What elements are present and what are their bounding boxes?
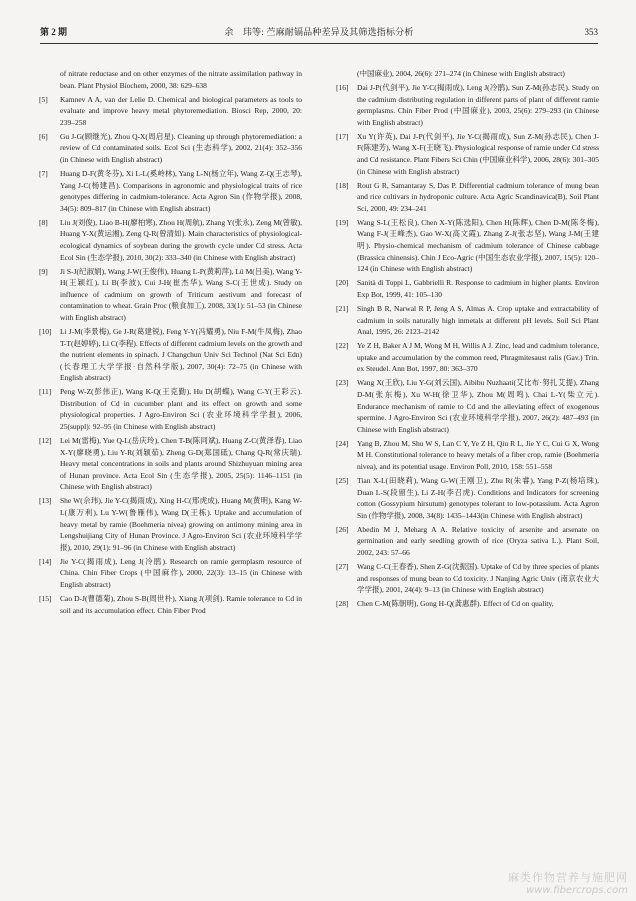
reference-entry: [336, 217, 599, 275]
reference-entry: [39, 495, 302, 553]
reference-text: Singh B R, Narwal R P, Jeng A S, Almas A. Crop uptake and extractability of cadmium in soils naturally high inmetals at different pH levels. Soil Sci Plant Anal, 1995, 26: 2123–2142: [357, 303, 599, 337]
reference-text: Ji S-J(纪淑娟), Wang J-W(王俊伟), Huang L-P(黄莉萍), Lü M(吕美), Wang Y-H(王颖红), Li B(李波), Cui J-H(崔杰华), Wang S-C(王世成). Study on influence of cadmium on growth of Triticum aestivum and forecast of contamination to wheat. Grain Proc (粮食加工), 2008, 33(1): 51–53 (in Chinese with English abstract): [60, 266, 302, 322]
reference-number: [17]: [336, 131, 349, 141]
reference-text: Yang B, Zhou M, Shu W S, Lan C Y, Ye Z H, Qiu R L, Jie Y C, Cui G X, Wong M H. Constitutional tolerance to heavy metals of a fiber crop, ramie (Boehmeria nivea), and its potential usage. Environ Poll, 2010, 158: 551–558: [357, 438, 599, 471]
issue-label: 第 2 期: [40, 27, 68, 37]
reference-entry: [39, 386, 302, 432]
reference-number: [14]: [39, 556, 52, 566]
reference-entry: [39, 556, 302, 591]
reference-number: [23]: [336, 378, 349, 388]
right-reference-column: [336, 68, 599, 612]
reference-number: [20]: [336, 278, 349, 288]
reference-number: [11]: [39, 387, 52, 397]
reference-text: She W(佘玮), Jie Y-C(揭雨成), Xing H-C(邢虎成), Huang M(黄明), Kang W-L(康万利), Lu Y-W(鲁雁伟), Wang D(王栋). Uptake and accumulation of heavy metal by ramie (Boehmeria nivea) growing on antimony mining area in Lengshuijiang City of Hunan Province. J Agro-Environ Sci (农业环境科学学报), 2010, 29(1): 91–96 (in Chinese with English abstract): [60, 496, 302, 552]
reference-entry: [336, 82, 599, 128]
reference-entry: [336, 340, 599, 375]
reference-number: [19]: [336, 217, 349, 227]
reference-number: [18]: [336, 180, 349, 190]
reference-entry: [39, 266, 302, 324]
watermark-chinese: 麻类作物营养与施肥网: [508, 871, 628, 884]
page-number: 353: [584, 27, 598, 37]
reference-number: [21]: [336, 303, 349, 313]
left-reference-column: [39, 68, 302, 619]
reference-text: Chen C-M(陈朝明), Gong H-Q(龚惠群). Effect of Cd on quality,: [357, 599, 554, 609]
reference-number: [26]: [336, 524, 349, 534]
reference-text: Dai J-P(代剑平), Jie Y-C(揭雨成), Leng J(冷鹃), Sun Z-M(孙志民). Study on the cadmium distributing regulation in different parts of plant of different ramie germplasms. Chin Fiber Prod (中国麻业), 2003, 25(6): 279–293 (in Chinese with English abstract): [357, 83, 599, 127]
reference-number: [8]: [39, 217, 48, 227]
reference-text: Ye Z H, Baker A J M, Wong M H, Willis A J. Zinc, lead and cadmium tolerance, uptake and accumulation by the common reed, Phragmitesaust ralis (Gav.) Trin. ex Steudel. Ann Bot, 1997, 80: 363–370: [357, 341, 599, 374]
reference-text: Peng W-Z(彭伟正), Wang K-Q(王克勤), Hu D(胡蝶), Wang C-Y(王彩云). Distribution of Cd in cucumber plant and its effect on growth and some physiological properties. J Agro-Environ Sci (农业环境科学学报), 2006, 25(suppl): 92–95 (in Chinese with English abstract): [60, 387, 302, 432]
reference-text: of nitrate reductase and on other enzymes of the nitrate assimilation pathway in bean. Plant Physiol Biochem, 2000, 38: 629–638: [60, 69, 302, 90]
reference-text: Sanità di Toppi L, Gabbrielli R. Response to cadmium in higher plants. Environ Exp Bot, 1999, 41: 105–130: [357, 278, 599, 299]
reference-text: (中国麻业), 2004, 26(6): 271–274 (in Chinese with English abstract): [357, 69, 565, 78]
watermark-url: www.fibercrops.com: [526, 885, 628, 896]
reference-number: [7]: [39, 169, 48, 179]
site-watermark: [498, 871, 628, 897]
reference-entry: [39, 94, 302, 129]
reference-entry: [39, 435, 302, 493]
reference-number: [16]: [336, 83, 349, 93]
reference-text: Lei M(雷梅), Yue Q-L(岳庆玲), Chen T-B(陈同斌), Huang Z-C(黄泽春), Liao X-Y(廖晓勇), Liu Y-R(刘颖茹), Zheng G-D(郑国砥), Chang Q-R(常庆瑞). Heavy metal concentrations in soils and plants around Shizhuyuan mining area of Hunan province. Acta Ecol Sin (生态学报), 2005, 25(5): 1146–1151 (in Chinese with English abstract): [60, 436, 302, 492]
reference-entry: [39, 168, 302, 214]
reference-entry: [336, 438, 599, 473]
reference-entry: [39, 593, 302, 616]
reference-text: Liu J(刘俊), Liao B-H(廖柏寒), Zhou H(周航), Zhang Y(张永), Zeng M(曾敏), Huang Y-X(黄运湘), Zeng Q-R(曾清如). Main characteristics of physiological-ecological dynamics of soybean during the growth cycle under Cd stress. Acta Ecol Sin (生态学报), 2010, 30(2): 333–340 (in Chinese with English abstract): [60, 217, 302, 262]
reference-text: Gu J-G(顾继光), Zhou Q-X(周启星). Cleaning up through phytoremediation: a review of Cd contaminated soils. Ecol Sci (生态科学), 2002, 21(4): 352–356 (in Chinese with English abstract): [60, 131, 302, 165]
header-rule: [40, 43, 598, 44]
reference-number: [12]: [39, 436, 52, 446]
reference-continuation: [336, 68, 599, 80]
running-head: [40, 24, 598, 40]
reference-number: [13]: [39, 496, 52, 506]
reference-text: Wang S-L(王松良), Chen X-Y(陈选阳), Chen H(陈辉), Chen D-M(陈冬梅), Wang F-J(王峰杰), Gao W-X(高文霞), Zhang Z-J(张志坚), Wang J-M(王建明). Physio-chemical mechanism of cadmium tolerance of Chinese cabbage (Brassica chinensis). Chin J Eco-Agric (中国生态农业学报), 2007, 15(5): 120–124 (in Chinese with English abstract): [357, 217, 599, 274]
reference-entry: [336, 131, 599, 177]
reference-entry: [336, 377, 599, 435]
reference-number: [22]: [336, 341, 349, 351]
reference-entry: [336, 524, 599, 559]
reference-text: Li J-M(李景梅), Ge J-R(葛建锐), Feng Y-Y(冯耀勇), Niu F-M(牛凤梅), Zhao T-T(赵婷婷), Li C(李程). Effects of different cadmium levels on the growth and the nutrient elements in spinach. J Changchun Univ Sci Technol (Nat Sci Edn)(长春理工大学学报·自然科学版), 2007, 30(4): 72–75 (in Chinese with English abstract): [60, 327, 302, 383]
reference-text: Huang D-F(黄冬芬), Xi L-L(奚岭林), Yang L-N(杨立年), Wang Z-Q(王志琴), Yang J-C(杨建昌). Comparisons in agronomic and physiological traits of rice genotypes differing in cadmium-tolerance. Acta Agron Sin (作物学报), 2008, 34(5): 809–817 (in Chinese with English abstract): [60, 169, 302, 213]
reference-number: [27]: [336, 562, 349, 571]
reference-text: Wang C-C(王春香), Shen Z-G(沈振国). Uptake of Cd by three species of plants and responses of mung bean to Cd toxicity. J Nanjing Agric Univ (南京农业大学学报), 2001, 24(4): 9–13 (in Chinese with English abstract): [357, 562, 599, 595]
reference-number: [5]: [39, 94, 48, 104]
reference-number: [6]: [39, 131, 48, 141]
reference-text: Wang X(王欣), Liu Y-G(刘云国), Aibibu Nuzhaati(艾比布·努扎艾提), Zhang D-M(张东梅), Xu W-H(徐卫华), Zhou M(周鸣), Chai L-Y(柴立元). Endurance mechanism of ramie to Cd and the alleviating effect of exogenous spermine. J Agro-Environ Sci (农业环境科学学报), 2007, 26(2): 487–493 (in Chinese with English abstract): [357, 378, 599, 434]
reference-number: [24]: [336, 438, 349, 448]
reference-text: Rout G R, Samantaray S, Das P. Differential cadmium tolerance of mung bean and rice cultivars in hydroponic culture. Acta Agric Scandinavica(B), Soil Plant Sci, 2000, 49: 234–241: [357, 180, 599, 213]
reference-text: Kamnev A A, van der Lelie D. Chemical and biological parameters as tools to evaluate and improve heavy metal phytoremediation. Biosci Rep, 2000, 20: 239–258: [60, 94, 302, 127]
reference-entry: [336, 561, 599, 596]
reference-number: [10]: [39, 327, 52, 337]
reference-continuation: [39, 68, 302, 91]
reference-text: Cao D-J(曹德菊), Zhou S-B(周世朴), Xiang J(项剑). Ramie tolerance to Cd in soil and its accumulation effect. Chin Fiber Prod: [60, 594, 302, 615]
reference-number: [9]: [39, 266, 48, 276]
reference-entry: [39, 217, 302, 263]
reference-entry: [336, 277, 599, 300]
reference-entry: [336, 598, 599, 610]
reference-entry: [336, 180, 599, 215]
reference-text: Xu Y(许英), Dai J-P(代剑平), Jie Y-C(揭雨成), Sun Z-M(孙志民), Chen J-F(陈建芳), Wang X-F(王晓飞). Physiological response of ramie under Cd stress and Cd resistance. Plant Fibers Sci Chin (中国麻业科学), 2006, 28(6): 301–305 (in Chinese with English abstract): [357, 131, 599, 176]
reference-number: [28]: [336, 599, 349, 609]
reference-entry: [39, 326, 302, 384]
reference-text: Tian X-L(田晓莉), Wang G-W(王刚卫), Zhu R(朱睿), Yang P-Z(杨培珠), Duan L-S(段留生), Li Z-H(李召虎). Conditions and Indicators for screening cotton (Gossypium hirsutum) genotypes tolerant to low-potassium. Acta Agron Sin (作物学报), 2008, 34(8): 1435–1443(in Chinese with English abstract): [357, 475, 599, 520]
reference-number: [15]: [39, 594, 52, 604]
article-title: 余 玮等: 苎麻耐镉品种差异及其筛选指标分析: [224, 27, 414, 37]
reference-text: Abedin M J, Meharg A A. Relative toxicity of arsenite and arsenate on germination and early seedling growth of rice (Oryza sativa L.). Plant Soil, 2002, 243: 57–66: [357, 524, 599, 557]
reference-number: [25]: [336, 475, 349, 485]
reference-text: Jie Y-C(揭雨成), Leng J(冷鹃). Research on ramie germplasm resource of China. Chin Fiber Crops (中国麻作), 2000, 22(3): 13–15 (in Chinese with English abstract): [60, 556, 302, 589]
reference-entry: [39, 131, 302, 166]
reference-entry: [336, 475, 599, 521]
reference-entry: [336, 303, 599, 338]
